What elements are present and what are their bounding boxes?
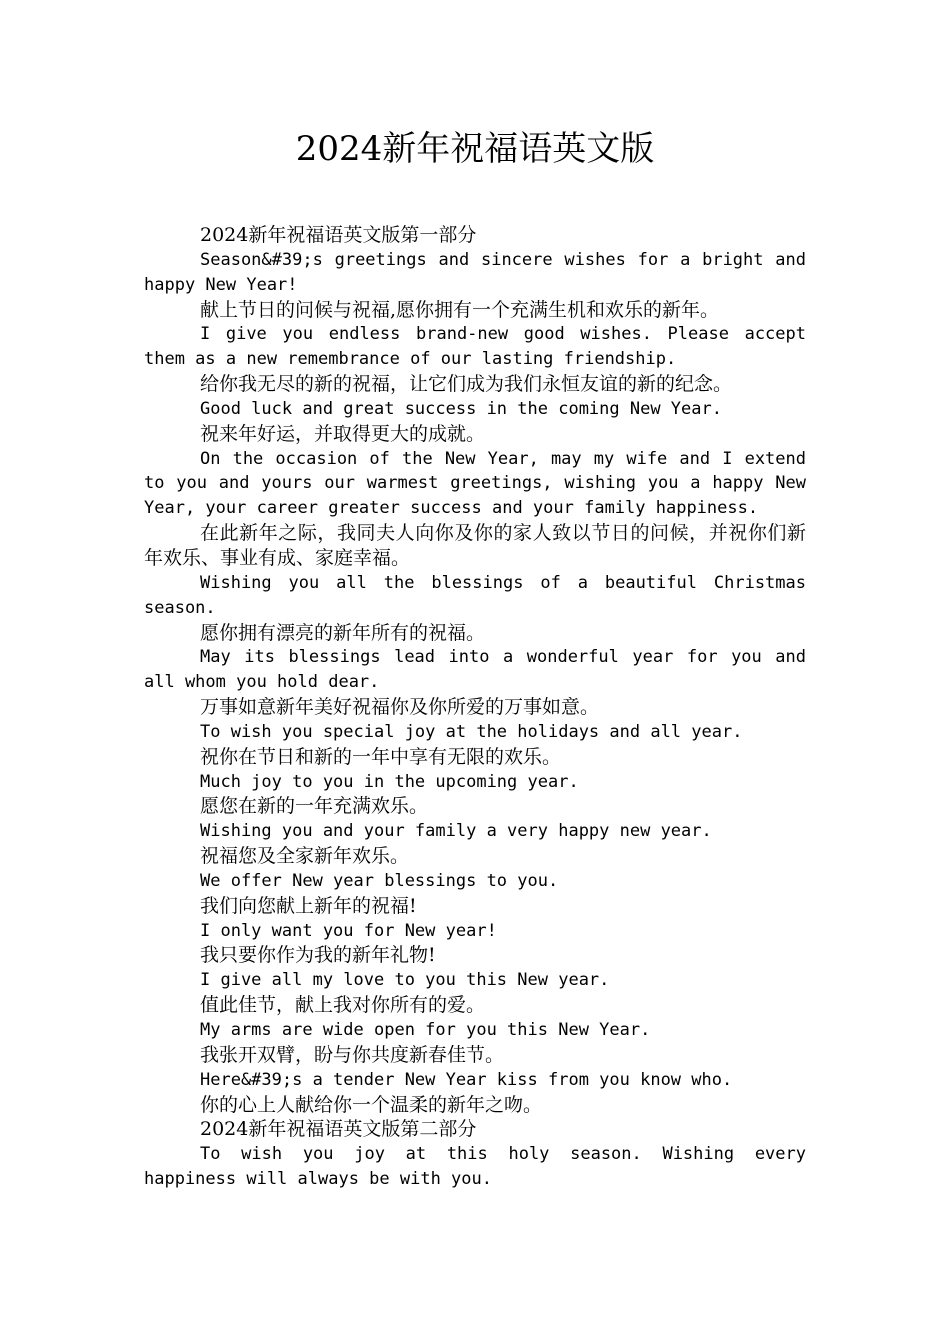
paragraph: Wishing you all the blessings of a beautiful Christmas season. bbox=[144, 572, 806, 618]
paragraph: To wish you special joy at the holidays and all year. bbox=[200, 721, 743, 742]
paragraph: 值此佳节，献上我对你所有的爱。 bbox=[200, 994, 486, 1017]
paragraph: 祝你在节日和新的一年中享有无限的欢乐。 bbox=[200, 745, 562, 768]
paragraph: 愿你拥有漂亮的新年所有的祝福。 bbox=[200, 621, 486, 644]
paragraph: 我张开双臂，盼与你共度新春佳节。 bbox=[200, 1043, 505, 1066]
paragraph: May its blessings lead into a wonderful year for you and all whom you hold dear. bbox=[144, 647, 806, 693]
paragraph: Wishing you and your family a very happy new year. bbox=[200, 821, 712, 842]
paragraph: 愿您在新的一年充满欢乐。 bbox=[200, 795, 429, 818]
document-body bbox=[144, 223, 806, 1192]
paragraph: My arms are wide open for you this New Year. bbox=[200, 1020, 651, 1040]
paragraph: 我们向您献上新年的祝福! bbox=[200, 894, 417, 917]
section-heading: 2024新年祝福语英文版第一部分 bbox=[200, 224, 477, 246]
paragraph: Here&#39;s a tender New Year kiss from you know who. bbox=[200, 1069, 733, 1090]
paragraph: I only want you for New year! bbox=[200, 920, 497, 941]
document-title: 2024新年祝福语英文版 bbox=[295, 129, 655, 169]
paragraph: 在此新年之际，我同夫人向你及你的家人致以节日的问候，并祝你们新年欢乐、事业有成、家庭幸福。 bbox=[144, 522, 806, 569]
paragraph: 我只要你作为我的新年礼物! bbox=[200, 944, 436, 967]
paragraph: 献上节日的问候与祝福,愿你拥有一个充满生机和欢乐的新年。 bbox=[200, 298, 720, 321]
paragraph: I give you endless brand-new good wishes. Please accept them as a new remembrance of our lasting friendship. bbox=[144, 324, 806, 370]
section-heading: 2024新年祝福语英文版第二部分 bbox=[200, 1118, 477, 1141]
paragraph: Much joy to you in the upcoming year. bbox=[200, 771, 579, 792]
paragraph: I give all my love to you this New year. bbox=[200, 970, 610, 991]
paragraph: 万事如意新年美好祝福你及你所爱的万事如意。 bbox=[200, 696, 600, 719]
paragraph: To wish you joy at this holy season. Wishing every happiness will always be with you. bbox=[144, 1144, 806, 1190]
paragraph: 祝来年好运，并取得更大的成就。 bbox=[200, 422, 486, 445]
paragraph: 你的心上人献给你一个温柔的新年之吻。 bbox=[200, 1093, 543, 1116]
paragraph: We offer New year blessings to you. bbox=[200, 870, 559, 891]
paragraph: 给你我无尽的新的祝福，让它们成为我们永恒友谊的新的纪念。 bbox=[200, 373, 733, 396]
paragraph: 祝福您及全家新年欢乐。 bbox=[200, 845, 410, 868]
paragraph: Good luck and great success in the coming New Year. bbox=[200, 398, 722, 419]
paragraph: Season&#39;s greetings and sincere wishes for a bright and happy New Year! bbox=[144, 249, 806, 295]
paragraph: On the occasion of the New Year, may my wife and I extend to you and yours our warmest greetings, wishing you a happy New Year, your career greater success and your family happiness. bbox=[144, 448, 806, 519]
